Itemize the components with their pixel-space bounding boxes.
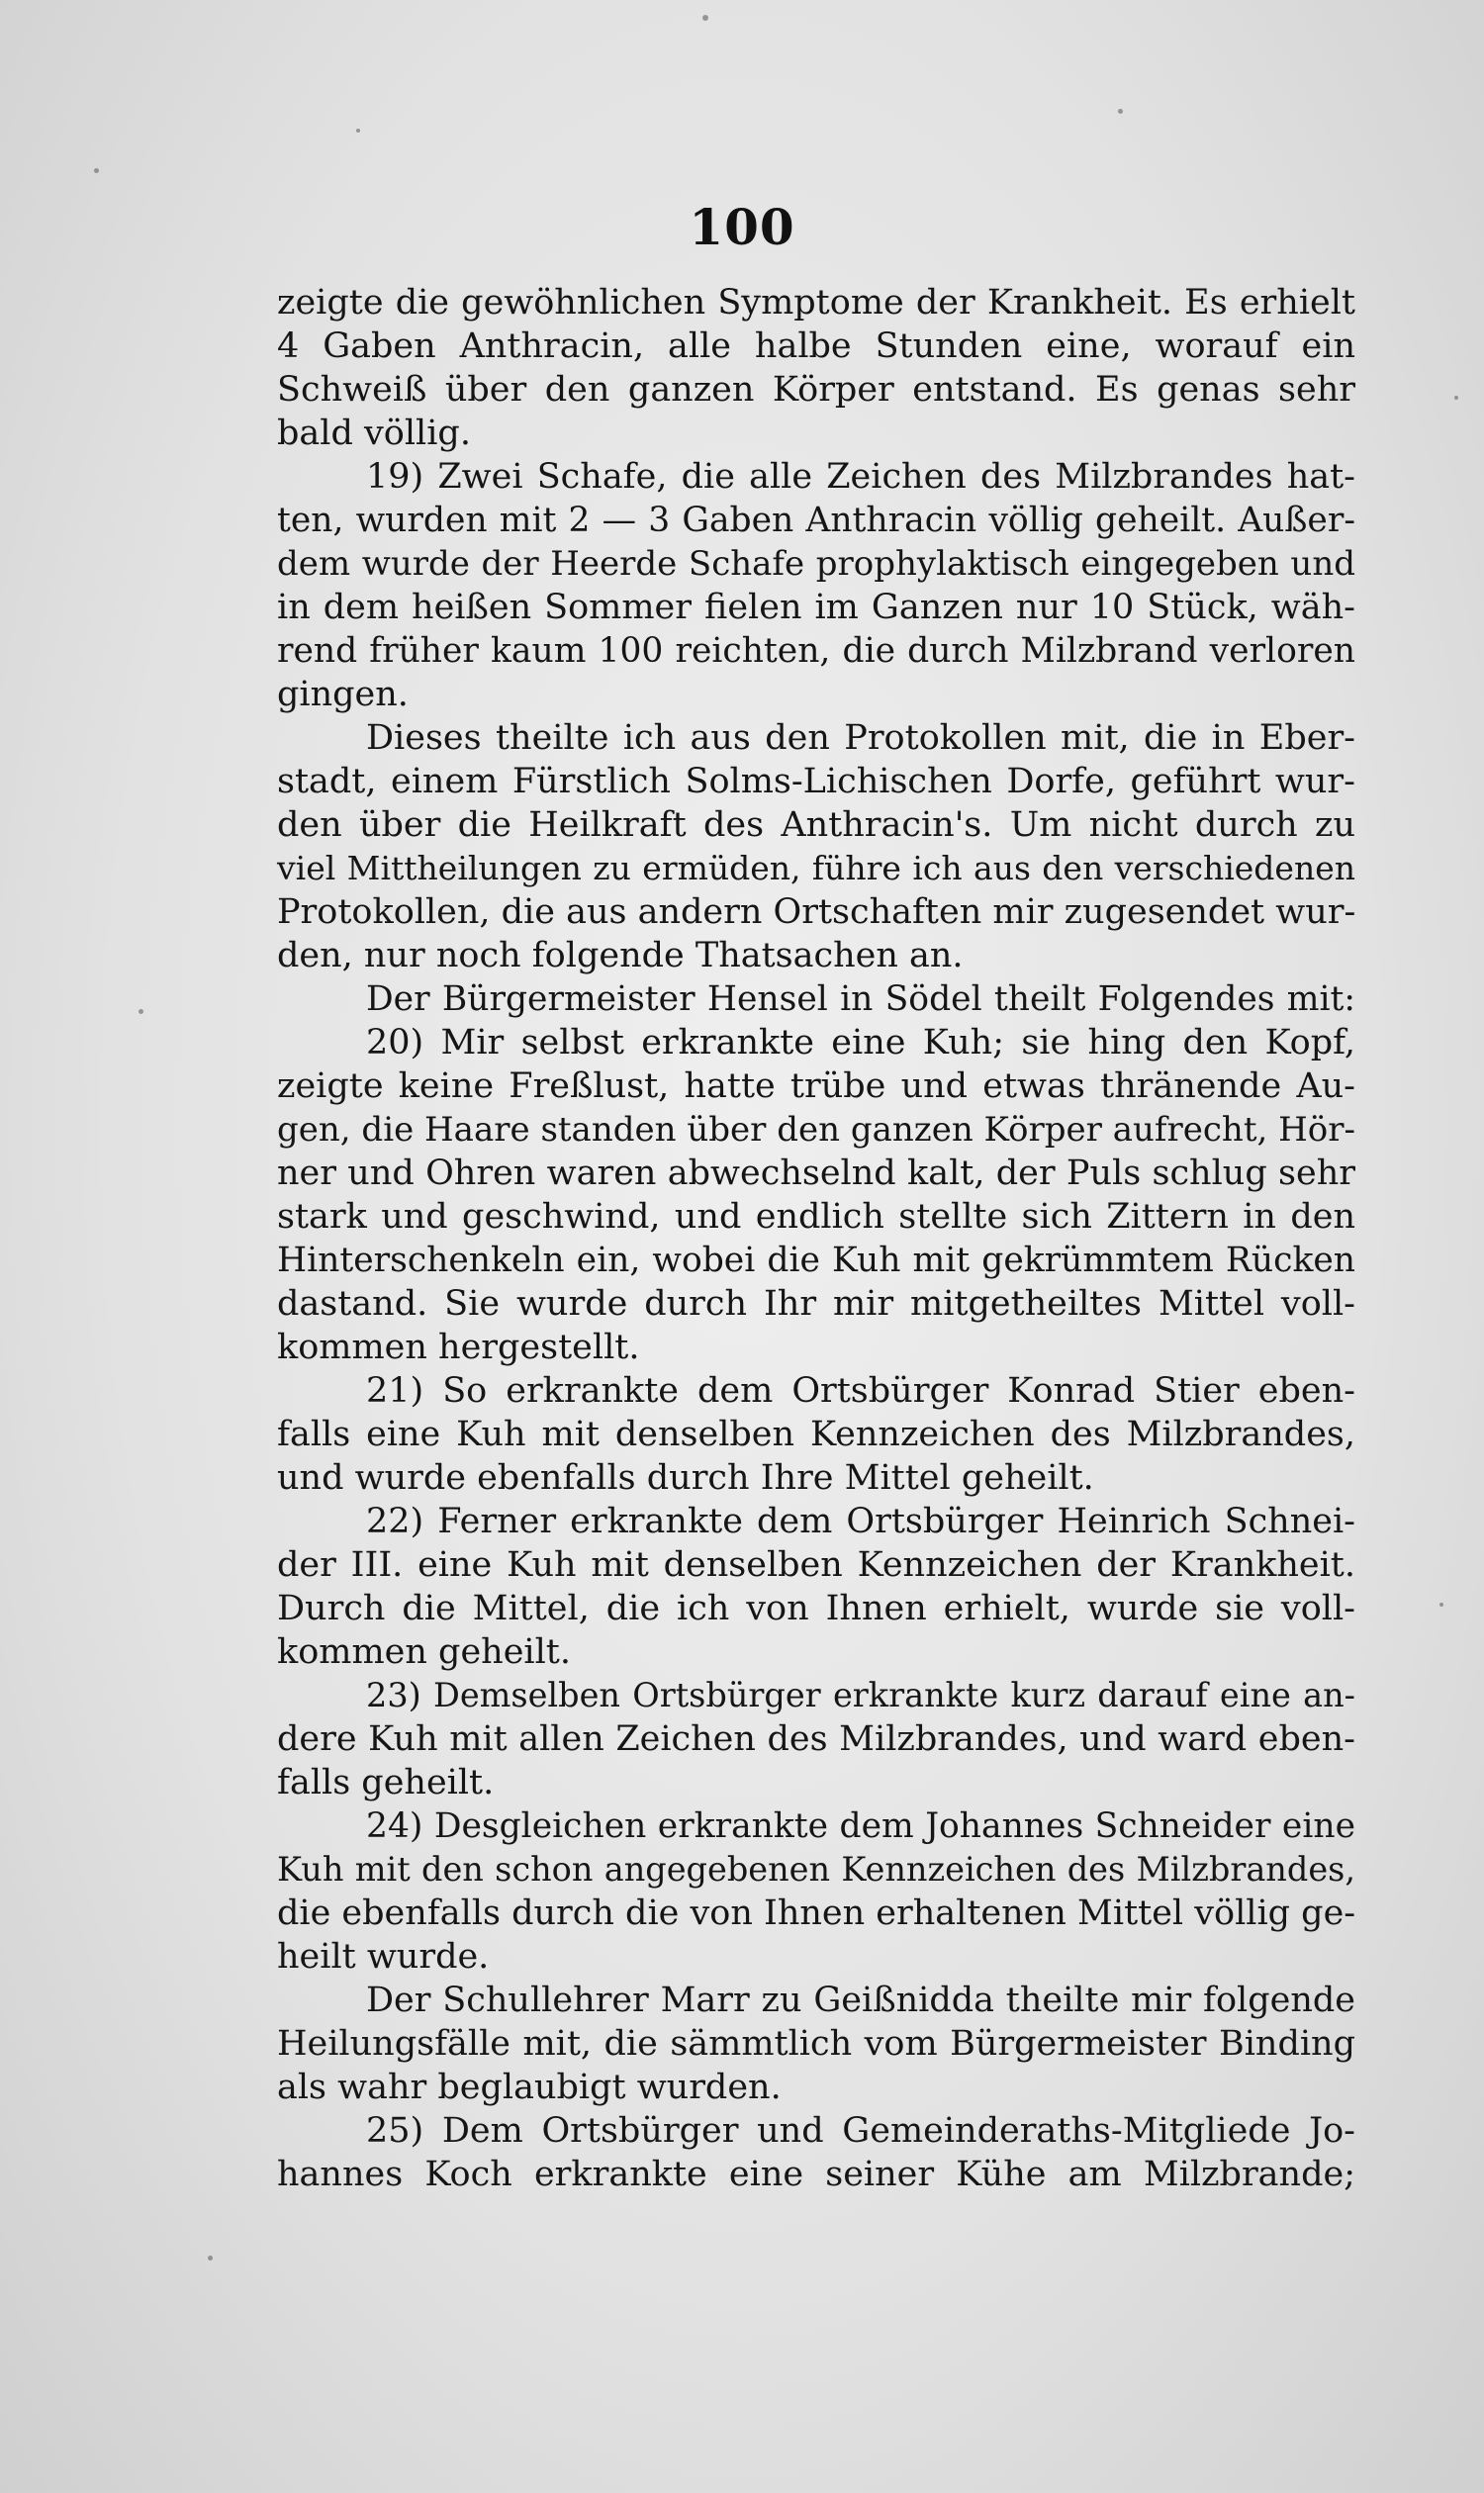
paper-speck [1118, 109, 1123, 114]
text-line: 23) Demselben Ortsbürger erkrankte kurz darauf eine an- [366, 1676, 1355, 1714]
text-line: 21) So erkrankte dem Ortsbürger Konrad Stier eben- [366, 1371, 1355, 1411]
text-line: als wahr beglaubigt wurden. [277, 2068, 782, 2107]
text-line: falls eine Kuh mit denselben Kennzeichen des Milzbrandes, [277, 1415, 1355, 1454]
text-line: in dem heißen Sommer fielen im Ganzen nur 10 Stück, wäh- [277, 588, 1355, 627]
text-line: 25) Dem Ortsbürger und Gemeinderaths-Mitgliede Jo- [366, 2111, 1355, 2151]
body-text [277, 281, 1355, 2196]
text-line: und wurde ebenfalls durch Ihre Mittel geheilt. [277, 1458, 1094, 1498]
text-line: Dieses theilte ich aus den Protokollen mit, die in Eber- [366, 718, 1355, 758]
text-line: stadt, einem Fürstlich Solms-Lichischen Dorfe, geführt wur- [277, 762, 1355, 801]
paper-speck [1454, 396, 1458, 400]
text-line: Durch die Mittel, die ich von Ihnen erhielt, wurde sie voll- [277, 1589, 1355, 1628]
text-line: gingen. [277, 675, 409, 714]
text-line: falls geheilt. [277, 1763, 495, 1802]
text-line: stark und geschwind, und endlich stellte sich Zittern in den [277, 1197, 1355, 1237]
text-line: Kuh mit den schon angegebenen Kennzeichen des Milzbrandes, [277, 1850, 1355, 1889]
text-line: viel Mittheilungen zu ermüden, führe ich aus den verschiedenen [277, 849, 1355, 887]
text-line: Heilungsfälle mit, die sämmtlich vom Bürgermeister Binding [277, 2024, 1355, 2064]
text-line: Schweiß über den ganzen Körper entstand. Es genas sehr [277, 370, 1355, 410]
text-line: den, nur noch folgende Thatsachen an. [277, 936, 964, 975]
text-line: dem wurde der Heerde Schafe prophylaktisch eingegeben und [277, 544, 1355, 584]
text-line: rend früher kaum 100 reichten, die durch Milzbrand verloren [277, 631, 1355, 671]
text-line: Hinterschenkeln ein, wobei die Kuh mit gekrümmtem Rücken [277, 1241, 1355, 1280]
text-line: heilt wurde. [277, 1937, 490, 1977]
page-number: 100 [689, 198, 795, 256]
text-line: zeigte die gewöhnlichen Symptome der Krankheit. Es erhielt [277, 283, 1355, 323]
text-line: zeigte keine Freßlust, hatte trübe und etwas thränende Au- [277, 1066, 1355, 1106]
text-line: ten, wurden mit 2 — 3 Gaben Anthracin völlig geheilt. Außer- [277, 501, 1355, 540]
paper-speck [702, 15, 708, 21]
text-line: 4 Gaben Anthracin, alle halbe Stunden eine, worauf ein [277, 326, 1355, 366]
paper-speck [139, 1009, 143, 1014]
text-line: hannes Koch erkrankte eine seiner Kühe am Milzbrande; [277, 2155, 1355, 2194]
text-line: Der Bürgermeister Hensel in Södel theilt Folgendes mit: [366, 979, 1355, 1019]
text-line: Der Schullehrer Marr zu Geißnidda theilte mir folgende [366, 1981, 1355, 2020]
text-line: ner und Ohren waren abwechselnd kalt, der Puls schlug sehr [277, 1154, 1355, 1193]
paper-speck [1439, 1603, 1443, 1607]
text-line: kommen hergestellt. [277, 1328, 640, 1367]
paper-speck [356, 129, 360, 133]
paper-speck [94, 168, 99, 173]
text-line: dastand. Sie wurde durch Ihr mir mitgetheiltes Mittel voll- [277, 1284, 1355, 1324]
text-line: 20) Mir selbst erkrankte eine Kuh; sie hing den Kopf, [366, 1023, 1355, 1062]
text-line: 24) Desgleichen erkrankte dem Johannes Schneider eine [366, 1806, 1355, 1846]
text-line: die ebenfalls durch die von Ihnen erhaltenen Mittel völlig ge- [277, 1893, 1356, 1933]
text-line: kommen geheilt. [277, 1632, 571, 1672]
text-line: Protokollen, die aus andern Ortschaften mir zugesendet wur- [277, 892, 1356, 932]
text-line: 19) Zwei Schafe, die alle Zeichen des Milzbrandes hat- [366, 457, 1355, 497]
text-line: den über die Heilkraft des Anthracin's. Um nicht durch zu [277, 805, 1355, 845]
text-line: 22) Ferner erkrankte dem Ortsbürger Heinrich Schnei- [366, 1502, 1355, 1541]
text-line: bald völlig. [277, 414, 471, 453]
text-line: dere Kuh mit allen Zeichen des Milzbrandes, und ward eben- [277, 1719, 1355, 1759]
paper-speck [208, 2256, 213, 2261]
text-line: gen, die Haare standen über den ganzen Körper aufrecht, Hör- [277, 1110, 1355, 1150]
text-line: der III. eine Kuh mit denselben Kennzeichen der Krankheit. [277, 1545, 1355, 1585]
